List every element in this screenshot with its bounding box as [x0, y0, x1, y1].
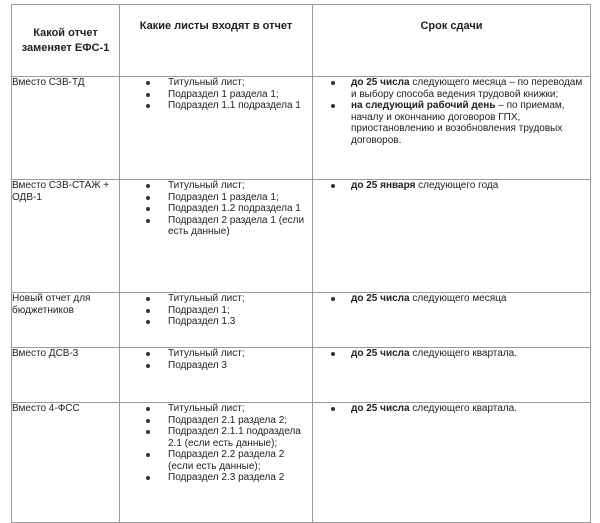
deadline-list — [313, 348, 590, 360]
row-label: Новый отчет для бюджетников — [12, 293, 120, 348]
deadline-cell — [313, 293, 591, 348]
list-item: Подраздел 2.3 раздела 2 — [168, 472, 312, 484]
list-item: Подраздел 1 раздела 1; — [168, 89, 312, 101]
sheets-cell — [120, 293, 313, 348]
header-report-replaces: Какой отчет заменяет ЕФС-1 — [12, 5, 120, 77]
list-item — [351, 348, 590, 360]
sheets-list — [120, 403, 312, 484]
list-item: Подраздел 1; — [168, 305, 312, 317]
list-item — [351, 293, 590, 305]
list-item: Подраздел 2.1 раздела 2; — [168, 415, 312, 427]
sheets-list — [120, 77, 312, 112]
deadline-text: следующего месяца – по переводам и выбору способа ведения трудовой книжки; — [351, 77, 583, 100]
deadline-cell — [313, 77, 591, 180]
deadline-bold: до 25 числа — [351, 403, 410, 414]
sheets-cell — [120, 403, 313, 523]
header-row — [12, 5, 591, 77]
row-label: Вместо 4-ФСС — [12, 403, 120, 523]
sheets-list — [120, 293, 312, 328]
row-label: Вместо СЗВ-ТД — [12, 77, 120, 180]
list-item: Подраздел 1.2 подраздела 1 — [168, 203, 312, 215]
table-row — [12, 403, 591, 523]
deadline-cell — [313, 403, 591, 523]
deadline-list — [313, 403, 590, 415]
list-item: Титульный лист; — [168, 77, 312, 89]
deadline-bold: до 25 января — [351, 180, 416, 191]
sheets-list — [120, 348, 312, 371]
list-item: Подраздел 1.3 — [168, 316, 312, 328]
list-item: Титульный лист; — [168, 180, 312, 192]
header-sheets: Какие листы входят в отчет — [120, 5, 313, 77]
efs-reports-table — [11, 4, 591, 523]
deadline-bold: до 25 числа — [351, 293, 410, 304]
row-label: Вместо СЗВ-СТАЖ + ОДВ-1 — [12, 180, 120, 293]
table-row — [12, 180, 591, 293]
deadline-list — [313, 180, 590, 192]
list-item: Подраздел 1.1 подраздела 1 — [168, 100, 312, 112]
list-item: Подраздел 1 раздела 1; — [168, 192, 312, 204]
sheets-list — [120, 180, 312, 238]
list-item — [351, 77, 590, 100]
table-row — [12, 293, 591, 348]
header-deadline: Срок сдачи — [313, 5, 591, 77]
deadline-cell — [313, 348, 591, 403]
list-item: Титульный лист; — [168, 293, 312, 305]
table-row — [12, 77, 591, 180]
list-item — [351, 180, 590, 192]
deadline-text: следующего квартала. — [409, 403, 517, 414]
list-item — [351, 100, 590, 146]
list-item: Титульный лист; — [168, 403, 312, 415]
list-item: Подраздел 2.2 раздела 2 (если есть данные); — [168, 449, 312, 472]
list-item: Подраздел 3 — [168, 360, 312, 372]
deadline-list — [313, 77, 590, 146]
sheets-cell — [120, 77, 313, 180]
deadline-bold: до 25 числа — [351, 77, 410, 88]
list-item: Титульный лист; — [168, 348, 312, 360]
list-item — [351, 403, 590, 415]
deadline-text: следующего квартала. — [409, 348, 517, 359]
list-item: Подраздел 2 раздела 1 (если есть данные) — [168, 215, 312, 238]
sheets-cell — [120, 348, 313, 403]
deadline-bold: до 25 числа — [351, 348, 410, 359]
deadline-bold: на следующий рабочий день — [351, 100, 496, 111]
deadline-list — [313, 293, 590, 305]
deadline-cell — [313, 180, 591, 293]
deadline-text: следующего месяца — [409, 293, 507, 304]
deadline-text: следующего года — [415, 180, 499, 191]
list-item: Подраздел 2.1.1 подраздела 2.1 (если есть данные); — [168, 426, 312, 449]
table-row — [12, 348, 591, 403]
row-label: Вместо ДСВ-3 — [12, 348, 120, 403]
sheets-cell — [120, 180, 313, 293]
deadline-text: – по приемам, началу и окончанию договоров ГПХ, приостановлению и возобновления трудовых договоров. — [351, 100, 565, 146]
